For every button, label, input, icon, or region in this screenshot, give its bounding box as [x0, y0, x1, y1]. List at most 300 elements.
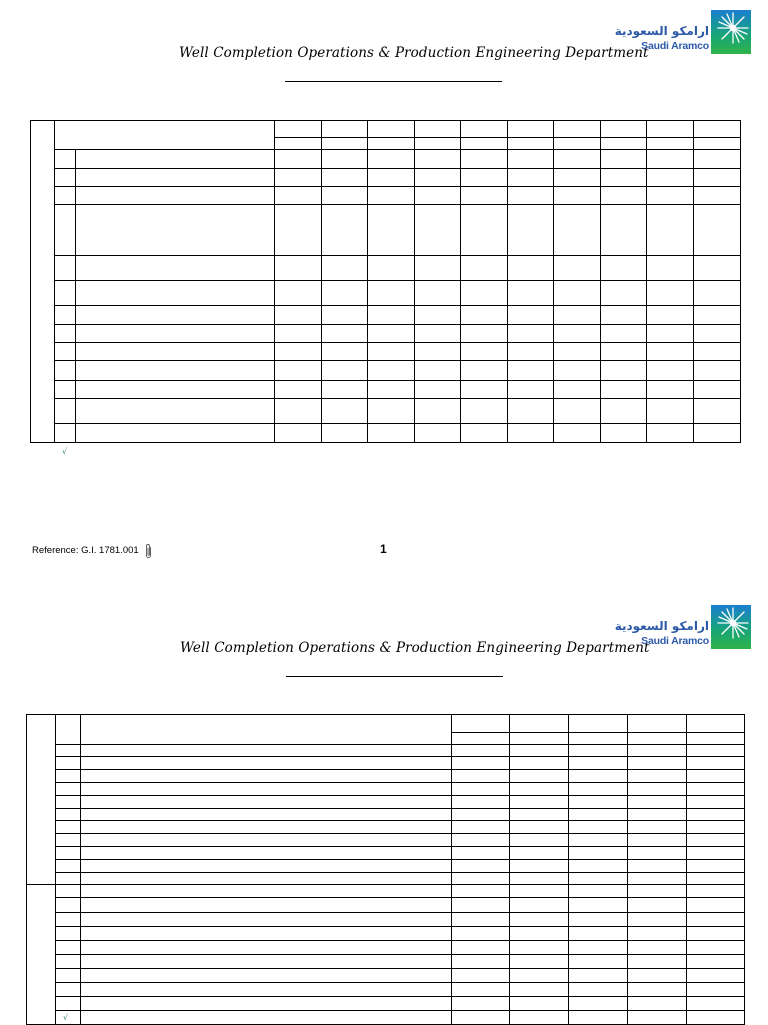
table-header-cell: [452, 715, 510, 733]
row-description-cell: [81, 997, 452, 1011]
row-description-cell: [76, 150, 275, 169]
table-cell: [628, 969, 687, 983]
table-cell: [275, 255, 322, 280]
table-cell: [601, 343, 647, 361]
table-subheader-cell: [687, 733, 745, 745]
table-cell: [554, 306, 601, 325]
table-cell: [554, 380, 601, 398]
table-cell: [628, 783, 687, 796]
table-cell: [452, 809, 510, 821]
table-row: [27, 809, 745, 821]
table-cell: [647, 380, 694, 398]
row-number-cell: [55, 398, 76, 423]
data-table-page-2: [26, 714, 745, 1025]
table-row: [27, 983, 745, 997]
table-cell: [368, 205, 415, 255]
table-cell: [415, 205, 461, 255]
row-number-cell: [55, 423, 76, 442]
table-cell: [510, 783, 569, 796]
table-cell: [452, 770, 510, 783]
table-cell: [647, 280, 694, 305]
row-description-cell: [81, 757, 452, 770]
table-cell: [275, 343, 322, 361]
table-cell: [628, 927, 687, 941]
table-cell: [647, 361, 694, 380]
table-header-cell: [647, 121, 694, 138]
table-row: [27, 913, 745, 927]
table-header-cell: [368, 121, 415, 138]
table-cell: [415, 361, 461, 380]
table-cell: [628, 796, 687, 809]
table-cell: [510, 1011, 569, 1025]
table-cell: [275, 187, 322, 205]
table-cell: [452, 860, 510, 873]
table-cell: [687, 927, 745, 941]
table-cell: [368, 187, 415, 205]
table-cell: [510, 860, 569, 873]
table-cell: [687, 969, 745, 983]
aramco-star-logo-icon: [711, 10, 751, 54]
table-row: [27, 796, 745, 809]
table-header-cell: [601, 121, 647, 138]
table-cell: [452, 927, 510, 941]
row-description-cell: [76, 169, 275, 187]
table-subheader-cell: [694, 138, 741, 150]
table-cell: [461, 280, 508, 305]
table-cell: [452, 997, 510, 1011]
table-cell: [322, 325, 368, 343]
table-cell: [368, 255, 415, 280]
row-description-cell: [81, 809, 452, 821]
table-cell: [569, 757, 628, 770]
table-row: [27, 969, 745, 983]
table-cell: [508, 380, 554, 398]
table-cell: [368, 169, 415, 187]
row-number-cell: [56, 983, 81, 997]
table-row: [27, 783, 745, 796]
table-cell: [569, 1011, 628, 1025]
table-cell: [461, 361, 508, 380]
table-cell: [415, 150, 461, 169]
row-number-cell: [55, 205, 76, 255]
table-cell: [628, 941, 687, 955]
table-cell: [694, 255, 741, 280]
row-description-cell: [81, 1011, 452, 1025]
row-number-cell: [56, 847, 81, 860]
table-cell: [569, 809, 628, 821]
table-cell: [275, 205, 322, 255]
row-number-cell: [55, 187, 76, 205]
table-subheader-cell: [415, 138, 461, 150]
table-cell: [554, 187, 601, 205]
table-cell: [601, 150, 647, 169]
table-cell: [554, 361, 601, 380]
table-row: [31, 380, 741, 398]
table-cell: [508, 150, 554, 169]
table-cell: [510, 847, 569, 860]
table-cell: [461, 306, 508, 325]
table-cell: [628, 955, 687, 969]
table-cell: [569, 783, 628, 796]
logo-latin-text: Saudi Aramco: [641, 635, 709, 647]
table-cell: [569, 898, 628, 913]
table-cell: [694, 423, 741, 442]
table-cell: [461, 343, 508, 361]
table-header-description: [55, 121, 275, 150]
table-cell: [569, 834, 628, 847]
table-cell: [508, 169, 554, 187]
table-cell: [368, 398, 415, 423]
saudi-aramco-logo: [614, 10, 755, 62]
table-cell: [322, 343, 368, 361]
table-cell: [569, 955, 628, 969]
table-cell: [569, 941, 628, 955]
table-cell: [601, 187, 647, 205]
table-cell: [647, 255, 694, 280]
row-number-cell: [56, 783, 81, 796]
row-description-cell: [81, 847, 452, 860]
table-cell: [694, 380, 741, 398]
row-number-cell: [55, 325, 76, 343]
table-cell: [452, 821, 510, 834]
table-cell: [554, 280, 601, 305]
table-row: [31, 423, 741, 442]
table-cell: [510, 834, 569, 847]
table-cell: [508, 325, 554, 343]
row-description-cell: [76, 380, 275, 398]
table-cell: [461, 187, 508, 205]
row-description-cell: [81, 821, 452, 834]
row-description-cell: [81, 885, 452, 898]
table-cell: [415, 343, 461, 361]
table-cell: [510, 955, 569, 969]
row-description-cell: [81, 873, 452, 885]
table-row: [31, 150, 741, 169]
row-description-cell: [76, 361, 275, 380]
table-cell: [569, 927, 628, 941]
table-side-cell: [27, 715, 56, 885]
table-cell: [687, 809, 745, 821]
table-cell: [461, 398, 508, 423]
table-row: [27, 997, 745, 1011]
row-description-cell: [81, 770, 452, 783]
table-cell: [687, 885, 745, 898]
table-header-number: [56, 715, 81, 745]
table-cell: [275, 150, 322, 169]
table-cell: [687, 941, 745, 955]
table-cell: [415, 169, 461, 187]
table-cell: [647, 398, 694, 423]
department-title: Well Completion Operations & Production Engineering Department: [179, 45, 649, 61]
table-cell: [694, 325, 741, 343]
table-cell: [687, 983, 745, 997]
table-row: [27, 941, 745, 955]
table-subheader-cell: [510, 733, 569, 745]
table-cell: [601, 361, 647, 380]
row-number-cell: [56, 745, 81, 757]
paperclip-icon[interactable]: [144, 543, 153, 559]
logo-arabic-text: ارامكو السعودية: [614, 619, 709, 633]
table-cell: [510, 745, 569, 757]
row-description-cell: [81, 983, 452, 997]
table-subheader-cell: [368, 138, 415, 150]
table-cell: [510, 885, 569, 898]
row-description-cell: [76, 398, 275, 423]
table-cell: [461, 205, 508, 255]
table-cell: [275, 398, 322, 423]
table-cell: [510, 941, 569, 955]
row-description-cell: [76, 255, 275, 280]
table-cell: [275, 169, 322, 187]
table-cell: [628, 821, 687, 834]
table-cell: [368, 150, 415, 169]
table-cell: [368, 423, 415, 442]
table-row: [31, 187, 741, 205]
table-cell: [554, 255, 601, 280]
row-number-cell: [56, 927, 81, 941]
table-cell: [461, 325, 508, 343]
table-cell: [601, 280, 647, 305]
row-number-cell: [56, 821, 81, 834]
table-row: [31, 325, 741, 343]
table-cell: [510, 898, 569, 913]
table-cell: [647, 325, 694, 343]
table-cell: [452, 796, 510, 809]
row-description-cell: [81, 913, 452, 927]
table-cell: [647, 205, 694, 255]
table-cell: [461, 423, 508, 442]
table-cell: [554, 343, 601, 361]
row-number-cell: [56, 809, 81, 821]
table-row: [27, 757, 745, 770]
table-cell: [508, 306, 554, 325]
table-cell: [569, 796, 628, 809]
table-row: [27, 873, 745, 885]
table-cell: [452, 1011, 510, 1025]
table-cell: [508, 280, 554, 305]
table-cell: [510, 796, 569, 809]
table-side-cell: [27, 885, 56, 1025]
table-cell: [569, 983, 628, 997]
table-subheader-cell: [569, 733, 628, 745]
table-cell: [569, 745, 628, 757]
table-cell: [510, 809, 569, 821]
table-header-cell: [687, 715, 745, 733]
table-cell: [628, 873, 687, 885]
table-cell: [368, 380, 415, 398]
table-cell: [322, 361, 368, 380]
table-header-cell: [554, 121, 601, 138]
check-mark: √: [63, 1013, 69, 1022]
row-description-cell: [81, 860, 452, 873]
table-header-cell: [275, 121, 322, 138]
table-subheader-cell: [461, 138, 508, 150]
table-cell: [687, 860, 745, 873]
table-subheader-cell: [322, 138, 368, 150]
table-cell: [322, 150, 368, 169]
table-cell: [628, 757, 687, 770]
table-cell: [647, 187, 694, 205]
aramco-star-logo-icon: [711, 605, 751, 649]
table-subheader-cell: [508, 138, 554, 150]
table-cell: [694, 169, 741, 187]
row-description-cell: [76, 325, 275, 343]
table-cell: [452, 983, 510, 997]
table-cell: [687, 745, 745, 757]
row-description-cell: [81, 955, 452, 969]
table-cell: [322, 169, 368, 187]
title-underline: [286, 676, 503, 677]
table-cell: [510, 983, 569, 997]
table-cell: [510, 821, 569, 834]
table-header-cell: [461, 121, 508, 138]
table-cell: [322, 205, 368, 255]
table-cell: [694, 280, 741, 305]
table-cell: [628, 885, 687, 898]
table-row: [31, 398, 741, 423]
table-cell: [510, 969, 569, 983]
table-row: [27, 1011, 745, 1025]
table-cell: [368, 361, 415, 380]
table-cell: [694, 205, 741, 255]
table-cell: [452, 834, 510, 847]
table-subheader-cell: [452, 733, 510, 745]
row-number-cell: [56, 955, 81, 969]
table-cell: [694, 150, 741, 169]
table-cell: [452, 885, 510, 898]
table-header-cell: [510, 715, 569, 733]
table-cell: [601, 325, 647, 343]
table-cell: [647, 306, 694, 325]
table-cell: [628, 809, 687, 821]
row-number-cell: [56, 757, 81, 770]
row-number-cell: [55, 255, 76, 280]
row-description-cell: [76, 423, 275, 442]
table-cell: [601, 306, 647, 325]
table-cell: [275, 361, 322, 380]
table-cell: [322, 280, 368, 305]
row-description-cell: [81, 941, 452, 955]
table-cell: [687, 834, 745, 847]
table-row: [31, 255, 741, 280]
table-cell: [694, 306, 741, 325]
table-cell: [554, 169, 601, 187]
table-cell: [569, 997, 628, 1011]
table-cell: [322, 423, 368, 442]
row-number-cell: [56, 796, 81, 809]
table-cell: [601, 380, 647, 398]
table-cell: [647, 343, 694, 361]
table-cell: [647, 423, 694, 442]
table-cell: [628, 860, 687, 873]
table-cell: [452, 913, 510, 927]
table-header-description: [81, 715, 452, 745]
reference-text: Reference: G.I. 1781.001: [32, 545, 139, 556]
table-cell: [687, 821, 745, 834]
table-cell: [508, 361, 554, 380]
table-cell: [687, 796, 745, 809]
table-cell: [628, 997, 687, 1011]
table-cell: [687, 770, 745, 783]
table-cell: [275, 280, 322, 305]
table-cell: [415, 187, 461, 205]
logo-latin-text: Saudi Aramco: [641, 40, 709, 52]
table-row: [31, 343, 741, 361]
table-cell: [554, 398, 601, 423]
table-cell: [601, 255, 647, 280]
row-description-cell: [76, 187, 275, 205]
row-number-cell: [56, 873, 81, 885]
table-cell: [687, 913, 745, 927]
row-description-cell: [81, 834, 452, 847]
row-number-cell: [55, 280, 76, 305]
table-cell: [415, 398, 461, 423]
page-number: 1: [380, 542, 387, 556]
table-cell: [368, 306, 415, 325]
row-number-cell: [55, 169, 76, 187]
table-subheader-cell: [647, 138, 694, 150]
table-cell: [554, 325, 601, 343]
logo-arabic-text: ارامكو السعودية: [614, 24, 709, 38]
table-cell: [275, 423, 322, 442]
row-number-cell: [56, 885, 81, 898]
table-cell: [510, 770, 569, 783]
table-cell: [415, 306, 461, 325]
table-header-cell: [508, 121, 554, 138]
table-cell: [452, 969, 510, 983]
table-cell: [510, 873, 569, 885]
table-row: [31, 205, 741, 255]
table-cell: [687, 783, 745, 796]
table-row: [27, 898, 745, 913]
table-subheader-cell: [601, 138, 647, 150]
document-page-2: [0, 595, 768, 1024]
table-cell: [510, 913, 569, 927]
table-cell: [368, 343, 415, 361]
row-description-cell: [81, 927, 452, 941]
table-cell: [628, 745, 687, 757]
table-row: [27, 860, 745, 873]
saudi-aramco-logo: [614, 605, 755, 657]
table-cell: [628, 913, 687, 927]
table-cell: [275, 325, 322, 343]
table-cell: [322, 380, 368, 398]
table-cell: [687, 847, 745, 860]
table-cell: [322, 306, 368, 325]
table-cell: [415, 280, 461, 305]
row-number-cell: [55, 343, 76, 361]
table-cell: [687, 955, 745, 969]
table-cell: [569, 885, 628, 898]
table-subheader-cell: [628, 733, 687, 745]
table-cell: [508, 398, 554, 423]
table-row: [31, 361, 741, 380]
table-cell: [452, 873, 510, 885]
row-number-cell: [56, 969, 81, 983]
row-description-cell: [81, 898, 452, 913]
table-cell: [569, 821, 628, 834]
table-row: [27, 927, 745, 941]
table-cell: [452, 941, 510, 955]
table-cell: [461, 255, 508, 280]
table-header-cell: [569, 715, 628, 733]
table-cell: [687, 898, 745, 913]
row-description-cell: [81, 745, 452, 757]
table-cell: [601, 423, 647, 442]
table-cell: [628, 834, 687, 847]
row-number-cell: [56, 913, 81, 927]
table-cell: [452, 955, 510, 969]
